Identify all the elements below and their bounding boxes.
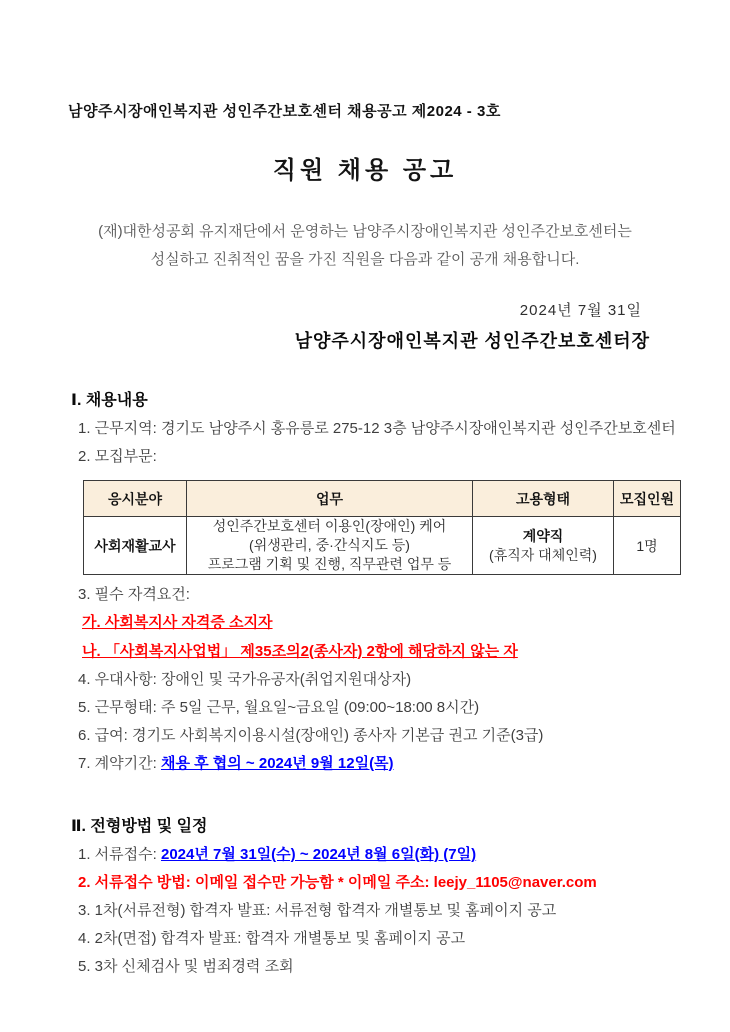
requirement-b: 나. 「사회복지사업법」 제35조의2(종사자) 2항에 해당하지 않는 자: [82, 642, 518, 660]
section1-item-work-location: 1. 근무지역: 경기도 남양주시 홍유릉로 275-12 3층 남양주시장애인복지관 성인주간보호센터: [78, 420, 676, 437]
signature: 남양주시장애인복지관 성인주간보호센터장: [294, 331, 650, 351]
application-email: leejy_1105@naver.com: [433, 874, 597, 891]
table-header-employment-type: 고용형태: [473, 481, 614, 517]
cell-duty-line-1: 성인주간보호센터 이용인(장애인) 케어: [212, 518, 447, 534]
application-method-text: 2. 서류접수 방법: 이메일 접수만 가능함 * 이메일 주소:: [78, 874, 434, 891]
section1-item-recruit-field: 2. 모집부문:: [78, 448, 157, 465]
requirement-a: 가. 사회복지사 자격증 소지자: [82, 614, 273, 631]
section1-item-contract-period: [78, 750, 690, 778]
section2-item-application-period: [78, 841, 690, 869]
intro-line-1: (재)대한성공회 유지재단에서 운영하는 남양주시장애인복지관 성인주간보호센터는: [98, 223, 632, 240]
section1-heading: Ⅰ. 채용내용: [71, 392, 148, 409]
section2-item-first-result: 3. 1차(서류전형) 합격자 발표: 서류전형 합격자 개별통보 및 홈페이지 공고: [78, 902, 557, 919]
section2-items: [0, 841, 730, 981]
intro-paragraph: [0, 218, 730, 274]
recruit-table: [83, 480, 681, 575]
section2-item-application-method: [78, 869, 690, 897]
contract-period-label: 7. 계약기간:: [78, 755, 161, 772]
cell-employment-type-note: (휴직자 대체인력): [489, 546, 597, 563]
table-row: [84, 517, 681, 575]
table-header-field: 응시분야: [84, 481, 187, 517]
page-title: 직원 채용 공고: [272, 157, 458, 184]
section1-items: [0, 415, 730, 778]
doc-number-line: 남양주시장애인복지관 성인주간보호센터 채용공고 제2024 - 3호: [68, 103, 501, 120]
application-period-value: 2024년 7월 31일(수) ~ 2024년 8월 6일(화) (7일): [160, 846, 477, 863]
cell-duty-line-3: 프로그램 기획 및 진행, 직무관련 업무 등: [207, 556, 452, 572]
cell-duty-line-2: (위생관리, 중·간식지도 등): [249, 537, 410, 553]
table-header-row: [84, 481, 681, 517]
contract-period-value: 채용 후 협의 ~ 2024년 9월 12일(목): [160, 755, 394, 772]
section2-heading: Ⅱ. 전형방법 및 일정: [71, 818, 208, 835]
section1-item-salary: 6. 급여: 경기도 사회복지이용시설(장애인) 종사자 기본급 권고 기준(3급): [78, 727, 544, 744]
section2-item-third-check: 5. 3차 신체검사 및 범죄경력 조회: [78, 958, 294, 975]
cell-count: 1명: [614, 517, 681, 575]
table-header-count: 모집인원: [614, 481, 681, 517]
section1-item-work-type: 5. 근무형태: 주 5일 근무, 월요일~금요일 (09:00~18:00 8시간): [78, 699, 480, 716]
cell-field: 사회재활교사: [84, 517, 187, 575]
table-header-duty: 업무: [187, 481, 473, 517]
cell-employment-type-main: 계약직: [522, 527, 564, 544]
issue-date: 2024년 7월 31일: [519, 302, 642, 319]
section1-item-preference: 4. 우대사항: 장애인 및 국가유공자(취업지원대상자): [78, 671, 412, 688]
application-period-label: 1. 서류접수:: [78, 846, 161, 863]
cell-duty: [187, 517, 473, 575]
section2-item-second-result: 4. 2차(면접) 합격자 발표: 합격자 개별통보 및 홈페이지 공고: [78, 930, 466, 947]
cell-employment-type: [473, 517, 614, 575]
section1-item-requirements: 3. 필수 자격요건:: [78, 586, 190, 603]
intro-line-2: 성실하고 진취적인 꿈을 가진 직원을 다음과 같이 공개 채용합니다.: [150, 251, 580, 268]
